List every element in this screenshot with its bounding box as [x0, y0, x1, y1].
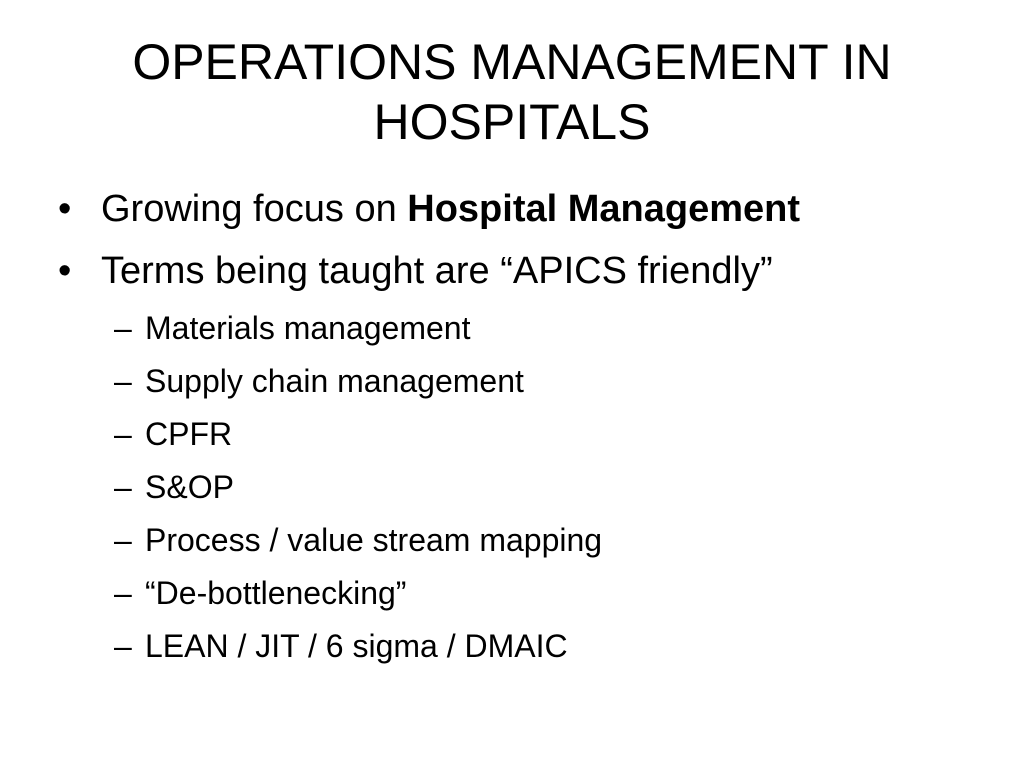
sub-bullet-item: [56, 308, 976, 348]
dash-marker: –: [114, 469, 132, 505]
dash-marker: –: [114, 522, 132, 558]
sub-bullet-text: Supply chain management: [145, 363, 524, 399]
bullet-marker: •: [58, 188, 72, 230]
sub-bullet-item: [56, 520, 976, 560]
sub-bullet-text: Materials management: [145, 310, 471, 346]
title-line-2: HOSPITALS: [373, 94, 651, 150]
dash-marker: –: [114, 416, 132, 452]
bullet-item: [56, 184, 976, 234]
bullet-bold-text: Hospital Management: [407, 188, 800, 230]
sub-bullet-list: [56, 308, 976, 666]
sub-bullet-text: S&OP: [145, 469, 234, 505]
dash-marker: –: [114, 363, 132, 399]
bullet-marker: •: [58, 250, 72, 292]
dash-marker: –: [114, 628, 132, 664]
bullet-text: Terms being taught are “APICS friendly”: [101, 250, 773, 292]
sub-bullet-text: Process / value stream mapping: [145, 522, 603, 558]
sub-bullet-text: LEAN / JIT / 6 sigma / DMAIC: [145, 628, 568, 664]
dash-marker: –: [114, 575, 132, 611]
sub-bullet-text: “De-bottlenecking”: [145, 575, 407, 611]
sub-bullet-item: [56, 361, 976, 401]
sub-bullet-item: [56, 573, 976, 613]
bullet-item: [56, 246, 976, 296]
sub-bullet-text: CPFR: [145, 416, 233, 452]
sub-bullet-item: [56, 626, 976, 666]
bullet-text: Growing focus on: [101, 188, 408, 230]
title-line-1: OPERATIONS MANAGEMENT IN: [132, 34, 892, 90]
sub-bullet-item: [56, 414, 976, 454]
slide-title: [40, 32, 984, 152]
sub-bullet-item: [56, 467, 976, 507]
slide-body: [56, 184, 976, 679]
dash-marker: –: [114, 310, 132, 346]
